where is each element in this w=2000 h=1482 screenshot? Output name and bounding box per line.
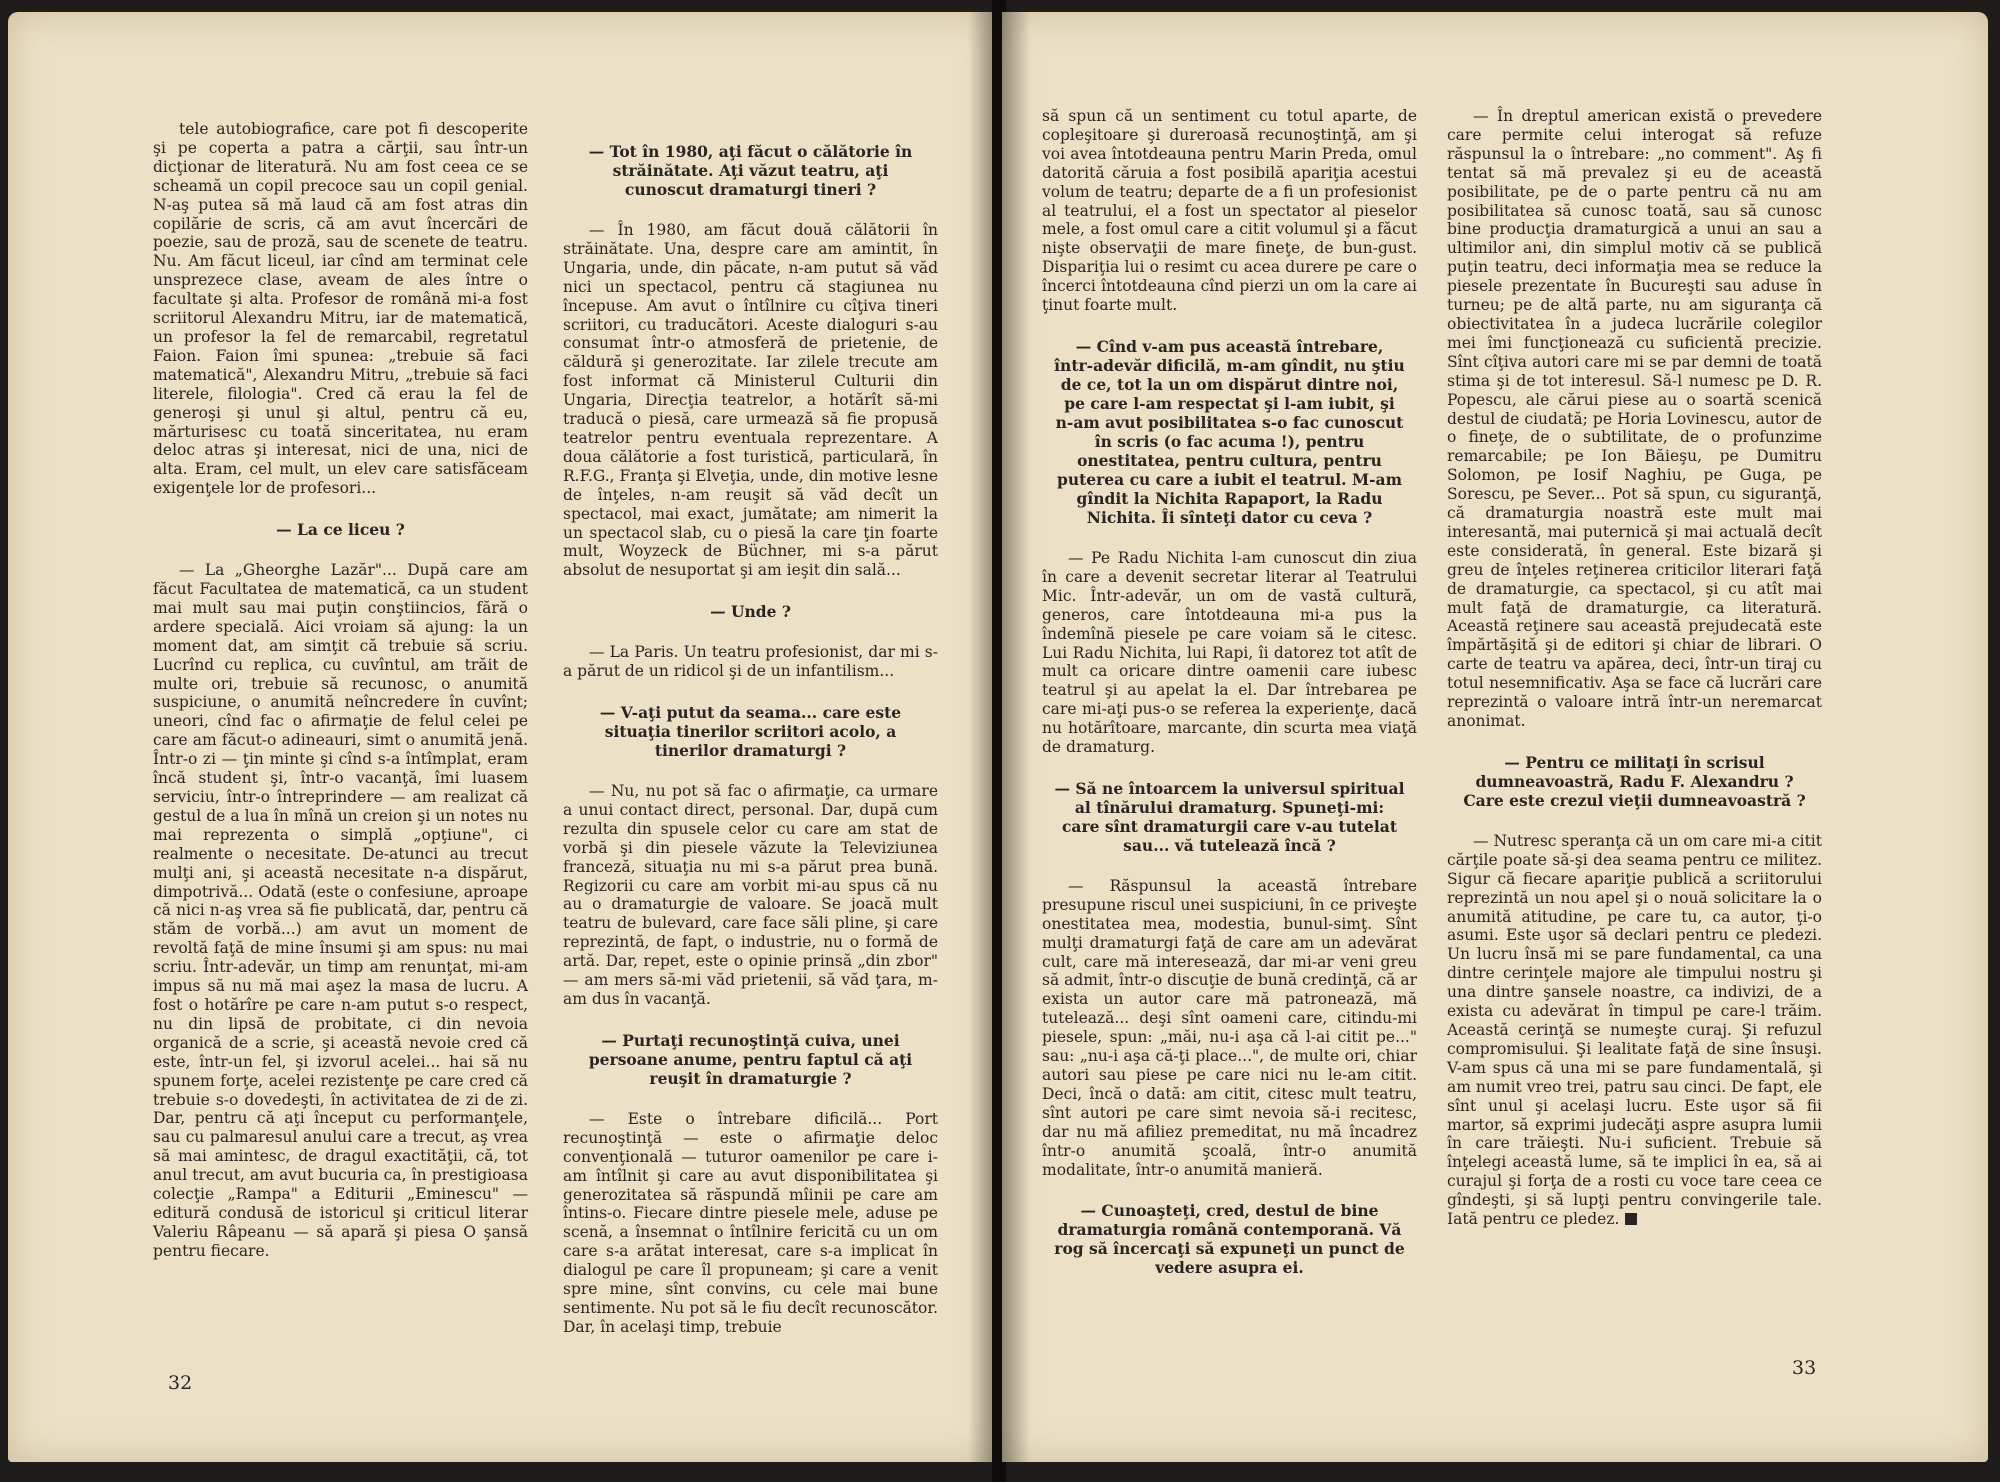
paragraph: să spun că un sentiment cu totul aparte, de copleşitoare şi dureroasă recunoştinţă, am şi voi avea întotdeauna pentru Marin Preda, omul datorită căruia a fost posibilă apariţia acestui volum de teatru; departe de a fi un profesionist al teatrului, el a fost un spectator al pieselor mele, a fost omul care a citit volumul şi a făcut nişte observaţii de mare fineţe, de bun-gust. Dispariţia lui o resimt cu acea durere pe care o încerci întotdeauna cînd pierzi un om la care ai ţinut foarte mult. <box>1042 107 1417 315</box>
page-number-right: 33 <box>1792 1357 1817 1379</box>
interview-question: — Pentru ce militaţi în scrisul dumneavoastră, Radu F. Alexandru ? Care este crezul vieţii dumneavoastră ? <box>1463 752 1806 810</box>
paragraph: — Răspunsul la această întrebare presupune riscul unei suspiciuni, în ce priveşte onestitatea mea, modestia, bunul-simţ. Sînt mulţi dramaturgi faţă de care am un adevărat cult, care mă interesează, dar mi-ar veni greu să admit, într-o discuţie de bună credinţă, că ar exista un autor care mă patronează, mă tutelează... deşi sînt oameni care, citindu-mi piesele, spun: „măi, nu-i aşa că l-ai citit pe..." sau: „nu-i aşa că-ţi place...", de multe ori, chiar autori sau piese pe care nici nu le-am citit. Deci, încă o dată: am citit, citesc mult teatru, sînt autori pe care simt nevoia să-i recitesc, dar nu mă afiliez premeditat, nu mă încadrez într-o anumită şcoală, într-o anumită modalitate, într-o anumită manieră. <box>1042 876 1417 1179</box>
paragraph: — Pe Radu Nichita l-am cunoscut din ziua în care a devenit secretar literar al Teatrului Mic. Într-adevăr, un om de vastă cultură, generos, care întotdeauna mi-a pus la îndemînă piesele pe care voiam să le citesc. Lui Radu Nichita, lui Rapi, îi datorez tot atît de mult ca oricare dintre oamenii care iubesc teatrul şi au apelat la el. Dar întrebarea pe care mi-aţi pus-o se referea la experienţe, dacă nu hotărîtoare, marcante, din scurta mea viaţă de dramaturg. <box>1042 548 1417 757</box>
right-page <box>1002 12 1988 1462</box>
interview-question: — Unde ? <box>710 602 791 622</box>
text-column-3 <box>1042 107 1417 1299</box>
page-number-left: 32 <box>168 1372 193 1394</box>
paragraph: — Este o întrebare dificilă... Port recunoştinţă — este o afirmaţie deloc convenţională — tuturor oamenilor pe care i-am întîlnit şi care au avut disponibilitatea şi generozitatea să răspundă mîinii pe care am întins-o. Fiecare dintre piesele mele, aduse pe scenă, a însemnat o întîlnire fericită cu un om care s-a arătat interesat, care s-a implicat în dialogul pe care îl propuneam; şi care a venit spre mine, sînt convins, cu cele mai bune sentimente. Nu pot să le fiu decît recunoscător. Dar, în acelaşi timp, trebuie <box>563 1109 938 1336</box>
text-column-1 <box>153 120 528 1269</box>
paragraph: — În 1980, am făcut două călătorii în străinătate. Una, despre care am amintit, în Ungaria, unde, din păcate, n-am putut să văd nici un spectacol, pentru că stagiunea nu începuse. Am avut o întîlnire cu cîţiva tineri scriitori, cu traducători. Aceste dialoguri s-au consumat într-o atmosferă de prietenie, de căldură şi generozitate. Iar zilele trecute am fost informat că Ministerul Culturii din Ungaria, Direcţia teatrelor, a hotărît să-mi traducă o piesă, care urmează să fie propusă teatrelor pentru eventuala reprezentare. A doua călătorie a fost turistică, particulară, în R.F.G., Franţa şi Elveţia, unde, din motive lesne de înţeles, n-am reuşit să văd decît un spectacol, mai exact, jumătate; am nimerit la un spectacol slab, cu o piesă la care ţin foarte mult, Woyzeck de Büchner, mi s-a părut absolut de nesuportat şi am ieşit din sală... <box>563 221 938 580</box>
paragraph: tele autobiografice, care pot fi descoperite şi pe coperta a patra a cărţii, sau într-un dicţionar de literatură. Nu am fost ceea ce se scheamă un copil precoce sau un copil genial. N-aş putea să mă laud că am fost atras din copilărie de scris, că am avut încercări de poezie, sau de proză, sau de scenete de teatru. Nu. Am făcut liceul, iar cînd am terminat cele unsprezece clase, aveam de ales între o facultate şi alta. Profesor de română mi-a fost scriitorul Alexandru Mitru, iar de matematică, un profesor la fel de remarcabil, regretatul Faion. Faion îmi spunea: „trebuie să faci matematică", Alexandru Mitru, „trebuie să faci literele, filologia". Cred că erau la fel de generoşi şi unul şi altul, pentru că eu, mărturisesc cu toată sinceritatea, nu eram deloc atras şi interesat, nici de una, nici de alta. Eram, cel mult, un elev care satisfăceam exigenţele lor de profesori... <box>153 120 528 498</box>
paragraph: — Nu, nu pot să fac o afirmaţie, ca urmare a unui contact direct, personal. Dar, după cum rezulta din spusele celor cu care am stat de vorbă şi din piesele văzute la Televiziunea franceză, situaţia nu mi s-a părut prea bună. Regizorii cu care am vorbit mi-au spus că nu au o dramaturgie de valoare. Se joacă mult teatru de bulevard, care face săli pline, şi care reprezintă, de fapt, o industrie, nu o formă de artă. Dar, repet, este o opinie prinsă „din zbor" — am mers să-mi văd prietenii, să văd ţara, m-am dus în vacanţă. <box>563 782 938 1008</box>
interview-question: — Tot în 1980, aţi făcut o călătorie în străinătate. Aţi văzut teatru, aţi cunoscut dramaturgi tineri ? <box>588 142 913 199</box>
paragraph: — La „Gheorghe Lazăr"... După care am făcut Facultatea de matematică, ca un student mai mult sau mai puţin conştiincios, fără o ardere specială. Aici vroiam să ajung: la un moment dat, am simţit că trebuie să scriu. Lucrînd cu replica, cu cuvîntul, am trăit de multe ori, trebuie să recunosc, o anumită suspiciune, o anumită neîncredere în cuvînt; uneori, cînd fac o afirmaţie de felul celei pe care am făcut-o adineauri, simt o anumită jenă. Într-o zi — ţin minte şi cînd s-a întîmplat, eram încă student şi, într-o vacanţă, îmi luasem serviciu, într-o întreprindere — am realizat că gestul de a lua în mînă un creion şi un notes nu mai reprezenta o simplă „opţiune", ci realmente o necesitate. De-atunci au trecut mulţi ani, şi această necesitate n-a dispărut, dimpotrivă... Odată (este o confesiune, aproape că nici n-aş vrea să fie publicată, dar, pentru că stăm de vorbă...) am avut un moment de revoltă faţă de mine însumi şi am spus: nu mai scriu. Într-adevăr, un timp am renunţat, mi-am impus să nu mă mai aşez la masa de lucru. A fost o hotărîre pe care n-am putut s-o respect, nu din lipsă de probitate, ci din nevoia organică de a scrie, şi această nevoie cred că este, într-un fel, şi izvorul acelei... hai să nu spunem forţe, acelei rezistenţe pe care cred că trebuie s-o dovedeşti, în activitatea de zi de zi. Dar, pentru că aţi început cu performanţele, sau cu palmaresul anului care a trecut, aş vrea să mai amintesc, de dragul exactităţii, că, tot anul trecut, am avut bucuria ca, în prestigioasa colecţie „Rampa" a Editurii „Eminescu" — editură condusă de istoricul şi criticul literar Valeriu Râpeanu — să apară şi piesa O şansă pentru fiecare. <box>153 561 528 1260</box>
interview-question: — Cunoaşteţi, cred, destul de bine dramaturgia română contemporană. Vă rog să încercaţi să expuneţi un punct de vedere asupra ei. <box>1054 1201 1405 1278</box>
gutter-shadow <box>1002 12 1030 1462</box>
text-column-2 <box>563 120 938 1345</box>
paragraph: — În dreptul american există o prevedere care permite celui interogat să refuze răspunsul la o întrebare: „no comment". Aş fi tentat să mă prevalez şi eu de această posibilitate, pe de o parte pentru că nu am posibilitatea să cunosc toată, sau să cunosc bine producţia dramaturgică a unui an sau a ultimilor ani, din simplul motiv că se publică puţin teatru, deci informaţia mea se reduce la piesele prezentate în Bucureşti sau aduse în turneu; pe de altă parte, nu am siguranţa că obiectivitatea în a judeca lucrările colegilor mei îmi funcţionează cu suficientă precizie. Sînt cîţiva autori care mi se par demni de toată stima şi de tot interesul. Să-l numesc pe D. R. Popescu, ale cărui piese au o soartă scenică destul de ciudată; pe Horia Lovinescu, autor de o fineţe, de o subtilitate, de o profunzime remarcabile; pe Ion Băieşu, pe Dumitru Solomon, pe Iosif Naghiu, pe Guga, pe Sorescu, pe Sever... Pot să spun, cu siguranţă, că dramaturgia noastră este mult mai interesantă, mai puternică şi mai actuală decît este considerată, în general. Este bizară şi greu de înţeles reţinerea criticilor literari faţă de dramaturgie, ca spectacol, şi cu atît mai mult faţă de dramaturgie, ca literatură. Această reţinere sau această prejudecată este împărtăşită şi de editori şi chiar de librari. O carte de teatru va apărea, deci, într-un tiraj cu totul nesemnificativ. Aşa se face că lucrări care reprezintă o valoare intră într-un neremarcat anonimat. <box>1447 107 1822 730</box>
left-page <box>8 12 996 1462</box>
interview-question: — Cînd v-am pus această întrebare, într-adevăr dificilă, m-am gîndit, nu ştiu de ce, tot la un om dispărut dintre noi, pe care l-am respectat şi l-am iubit, şi n-am avut posibilitatea s-o fac cunoscut în scris (o fac acuma !), pentru onestitatea, pentru cultura, pentru puterea cu care a iubit el teatrul. M-am gîndit la Nichita Rapaport, la Radu Nichita. Îi sînteţi dator cu ceva ? <box>1054 336 1405 527</box>
interview-question: — Să ne întoarcem la universul spiritual al tînărului dramaturg. Spuneţi-mi: care sînt dramaturgii care v-au tutelat sau... vă tutelează încă ? <box>1054 778 1405 855</box>
paragraph: — Nutresc speranţa că un om care mi-a citit cărţile poate să-şi dea seama pentru ce militez. Sigur că fiecare apariţie publică a scriitorului reprezintă un nou apel şi o nouă solicitare la o anumită atitudine, pe care tu, ca autor, ţi-o asumi. Este uşor să declari pentru ce pledezi. Un lucru însă mi se pare fundamental, ca una dintre cerinţele majore ale timpului nostru şi una dintre şansele noastre, ca indivizi, de a exista cu adevărat în timpul pe care-l trăim. Această cerinţă se numeşte curaj. Şi refuzul compromisului. Şi lealitate faţă de sine însuşi. V-am spus că una mi se pare fundamentală, şi am numit vreo trei, patru sau cinci. De fapt, ele sînt unul şi acelaşi lucru. Este uşor să fii martor, să exprimi judecăţi aspre asupra lumii în care trăieşti. Nu-i suficient. Trebuie să înţelegi această lume, să te implici în ea, să ai curajul şi forţa de a rosti cu voce tare ceea ce gîndeşti, şi să lupţi pentru convingerile tale. Iată pentru ce pledez. <box>1447 831 1822 1229</box>
text-column-4 <box>1447 107 1822 1237</box>
end-of-article-mark <box>1625 1213 1637 1225</box>
paragraph: — La Paris. Un teatru profesionist, dar mi s-a părut de un ridicol şi de un infantilism... <box>563 643 938 681</box>
interview-question: — Purtaţi recunoştinţă cuiva, unei persoane anume, pentru faptul că aţi reuşit în dramaturgie ? <box>588 1030 913 1088</box>
interview-question: — La ce liceu ? <box>276 520 405 540</box>
interview-question: — V-aţi putut da seama... care este situaţia tinerilor scriitori acolo, a tinerilor dramaturgi ? <box>599 703 902 761</box>
